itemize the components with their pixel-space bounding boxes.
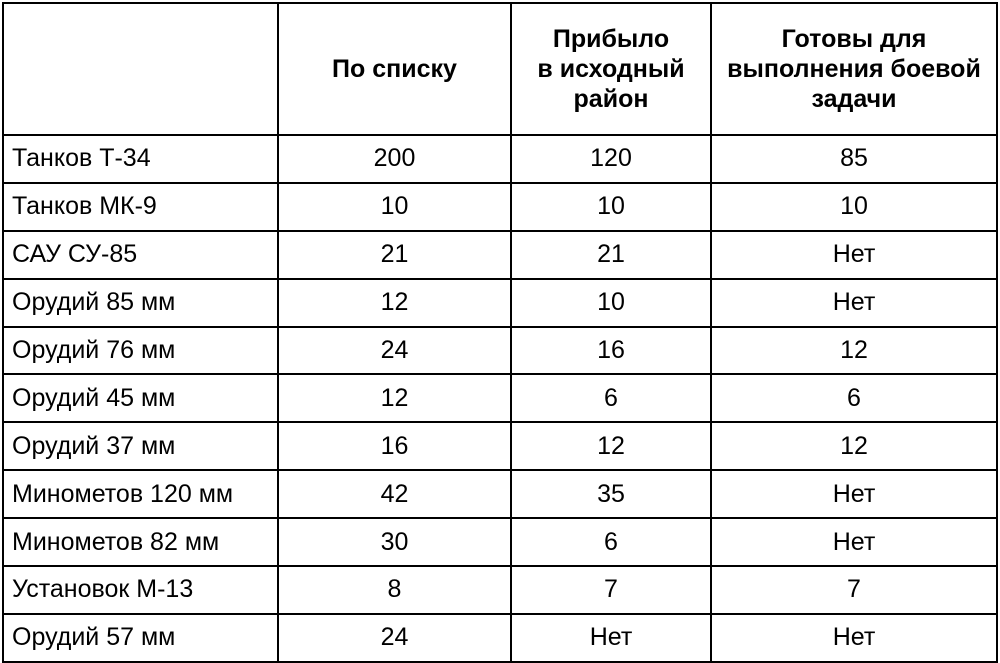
row-label: Орудий 85 мм — [3, 279, 278, 327]
row-label: Танков МК-9 — [3, 183, 278, 231]
header-ready: Готовы для выполнения боевой задачи — [711, 3, 997, 135]
cell-ready: Нет — [711, 279, 997, 327]
cell-by-list: 24 — [278, 327, 511, 375]
equipment-table — [2, 2, 998, 663]
header-corner-cell — [3, 3, 278, 135]
cell-by-list: 42 — [278, 470, 511, 518]
cell-arrived: 10 — [511, 183, 711, 231]
header-arrived: Прибыло в исходный район — [511, 3, 711, 135]
cell-arrived: 21 — [511, 231, 711, 279]
cell-ready: 85 — [711, 135, 997, 183]
table-row — [3, 135, 997, 183]
row-label: Орудий 76 мм — [3, 327, 278, 375]
table-row — [3, 279, 997, 327]
cell-ready: 12 — [711, 327, 997, 375]
row-label: Танков Т-34 — [3, 135, 278, 183]
row-label: Орудий 57 мм — [3, 614, 278, 662]
cell-arrived: 120 — [511, 135, 711, 183]
row-label: САУ СУ-85 — [3, 231, 278, 279]
table-row — [3, 470, 997, 518]
row-label: Минометов 82 мм — [3, 518, 278, 566]
row-label: Орудий 37 мм — [3, 422, 278, 470]
cell-by-list: 12 — [278, 374, 511, 422]
row-label: Установок М-13 — [3, 566, 278, 614]
cell-by-list: 12 — [278, 279, 511, 327]
row-label: Орудий 45 мм — [3, 374, 278, 422]
cell-by-list: 21 — [278, 231, 511, 279]
cell-arrived: 6 — [511, 518, 711, 566]
cell-by-list: 24 — [278, 614, 511, 662]
cell-arrived: Нет — [511, 614, 711, 662]
cell-ready: Нет — [711, 470, 997, 518]
table-row — [3, 422, 997, 470]
cell-ready: 10 — [711, 183, 997, 231]
cell-arrived: 16 — [511, 327, 711, 375]
cell-arrived: 10 — [511, 279, 711, 327]
cell-by-list: 16 — [278, 422, 511, 470]
header-by-list: По списку — [278, 3, 511, 135]
cell-ready: Нет — [711, 614, 997, 662]
cell-ready: 12 — [711, 422, 997, 470]
row-label: Минометов 120 мм — [3, 470, 278, 518]
table-row — [3, 566, 997, 614]
cell-arrived: 12 — [511, 422, 711, 470]
cell-arrived: 35 — [511, 470, 711, 518]
cell-arrived: 6 — [511, 374, 711, 422]
cell-arrived: 7 — [511, 566, 711, 614]
cell-ready: 7 — [711, 566, 997, 614]
cell-by-list: 10 — [278, 183, 511, 231]
table-row — [3, 614, 997, 662]
cell-by-list: 30 — [278, 518, 511, 566]
cell-ready: Нет — [711, 518, 997, 566]
table-row — [3, 231, 997, 279]
header-row — [3, 3, 997, 135]
table-row — [3, 374, 997, 422]
table-row — [3, 518, 997, 566]
table-row — [3, 327, 997, 375]
table-row — [3, 183, 997, 231]
cell-ready: 6 — [711, 374, 997, 422]
cell-by-list: 200 — [278, 135, 511, 183]
cell-by-list: 8 — [278, 566, 511, 614]
cell-ready: Нет — [711, 231, 997, 279]
